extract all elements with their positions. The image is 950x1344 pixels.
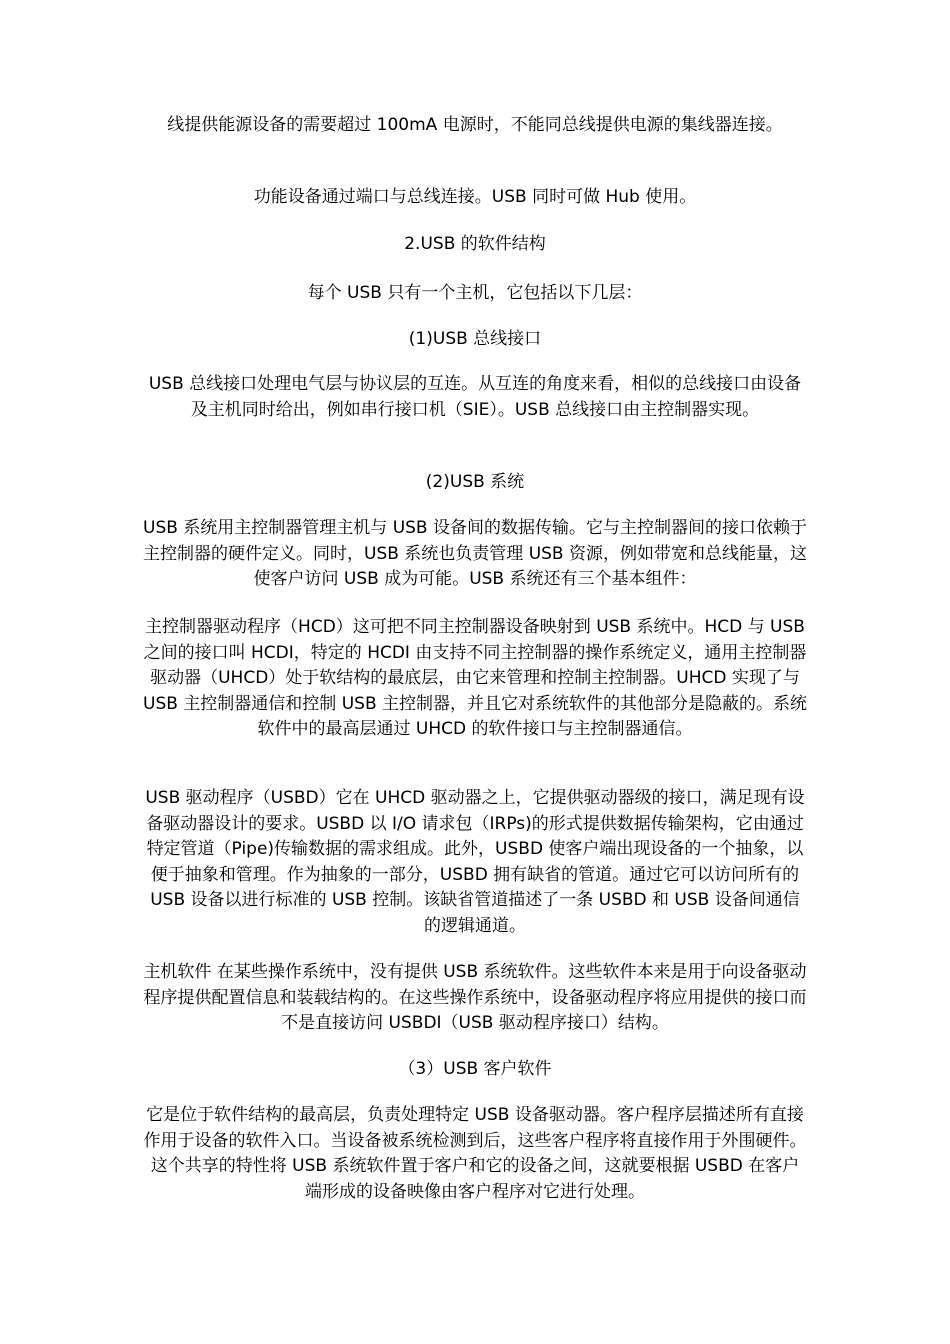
paragraph-function-device: 功能设备通过端口与总线连接。USB 同时可做 Hub 使用。 [253, 187, 697, 207]
paragraph-client-software: 它是位于软件结构的最高层，负责处理特定 USB 设备驱动器。客户程序层描述所有直接作用于设备的软件入口。当设备被系统检测到后，这些客户程序将直接作用于外围硬件。这个共享的特性将 USB 系统软件置于客户和它的设备之间，这就要根据 USBD 在客户端形成的设备映像由客户程序对它进行处理。 [143, 1105, 807, 1202]
subheading-client-software: （3）USB 客户软件 [398, 1059, 552, 1079]
paragraph-hcd: 主控制器驱动程序（HCD）这可把不同主控制器设备映射到 USB 系统中。HCD 与 USB 之间的接口叫 HCDI，特定的 HCDI 由支持不同主控制器的操作系统定义，通用主控制器驱动器（UHCD）处于软结构的最底层，由它来管理和控制主控制器。UHCD 实现了与 USB 主控制器通信和控制 USB 主控制器，并且它对系统软件的其他部分是隐蔽的。系统软件中的最高层通过 UHCD 的软件接口与主控制器通信。 [143, 617, 808, 739]
subheading-usb-system: (2)USB 系统 [425, 472, 525, 492]
paragraph-host-software: 主机软件 在某些操作系统中，没有提供 USB 系统软件。这些软件本来是用于向设备驱动程序提供配置信息和装载结构的。在这些操作系统中，设备驱动程序将应用提供的接口而不是直接访问 USBDI（USB 驱动程序接口）结构。 [143, 962, 807, 1033]
paragraph-bus-interface: USB 总线接口处理电气层与协议层的互连。从互连的角度来看，相似的总线接口由设备及主机同时给出，例如串行接口机（SIE）。USB 总线接口由主控制器实现。 [148, 374, 802, 420]
paragraph-power-hub: 线提供能源设备的需要超过 100mA 电源时，不能同总线提供电源的集线器连接。 [167, 115, 783, 135]
paragraph-host-layers: 每个 USB 只有一个主机，它包括以下几层： [307, 283, 643, 303]
paragraph-usbd: USB 驱动程序（USBD）它在 UHCD 驱动器之上，它提供驱动器级的接口，满足现有设备驱动器设计的要求。USBD 以 I/O 请求包（IRPs)的形式提供数据传输架构，它由通过特定管道（Pipe)传输数据的需求组成。此外，USBD 使客户端出现设备的一个抽象，以便于抽象和管理。作为抽象的一部分，USBD 拥有缺省的管道。通过它可以访问所有的 USB 设备以进行标准的 USB 控制。该缺省管道描述了一条 USBD 和 USB 设备间通信的逻辑通道。 [145, 788, 805, 936]
paragraph-usb-system: USB 系统用主控制器管理主机与 USB 设备间的数据传输。它与主控制器间的接口依赖于主控制器的硬件定义。同时，USB 系统也负责管理 USB 资源，例如带宽和总线能量，这使客户访问 USB 成为可能。USB 系统还有三个基本组件： [143, 518, 808, 589]
section-heading-software-structure: 2.USB 的软件结构 [404, 234, 546, 254]
subheading-bus-interface: (1)USB 总线接口 [408, 329, 542, 349]
